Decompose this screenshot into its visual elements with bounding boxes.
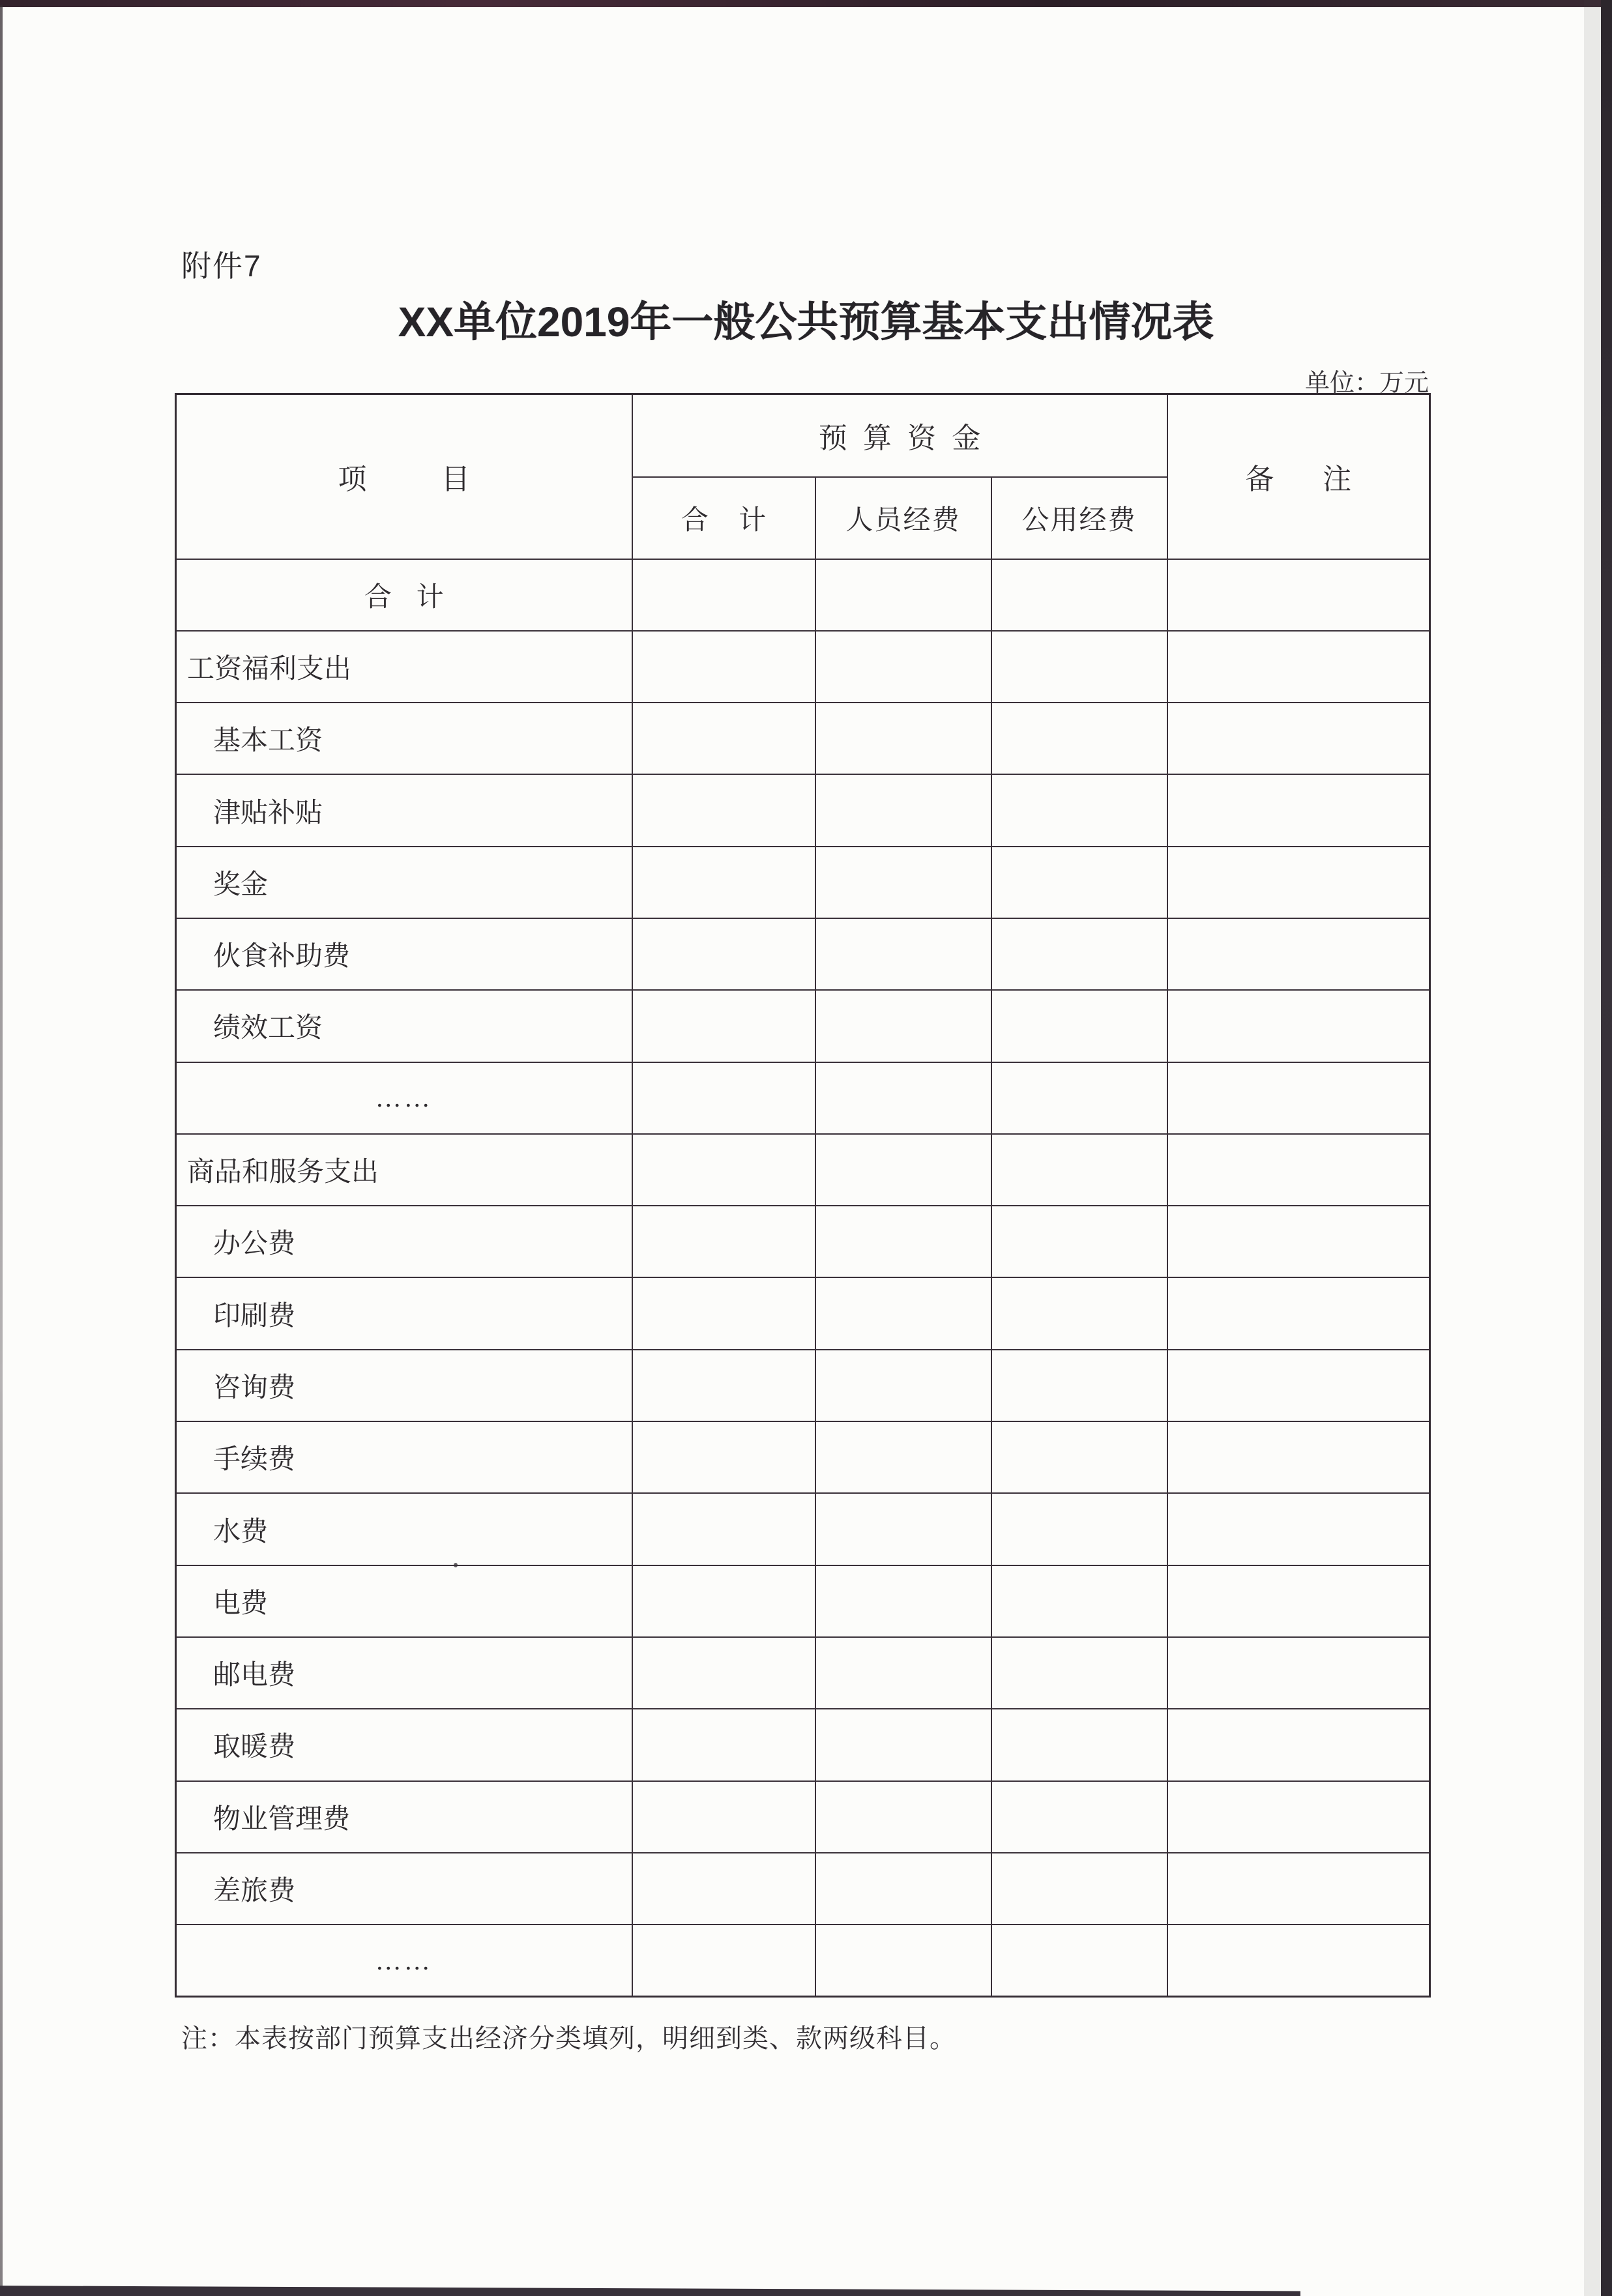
table-row — [176, 1134, 1430, 1206]
row-label-cell: 津贴补贴 — [176, 774, 632, 846]
total-cell — [632, 1637, 815, 1709]
total-cell — [632, 1134, 815, 1206]
public-cell — [991, 1277, 1167, 1349]
table-row — [176, 559, 1430, 631]
remarks-cell — [1167, 990, 1430, 1062]
table-row — [176, 1853, 1430, 1925]
total-cell — [632, 1781, 815, 1853]
public-cell — [991, 1493, 1167, 1565]
total-cell — [632, 1925, 815, 1996]
personnel-cell — [815, 774, 991, 846]
personnel-cell — [815, 1709, 991, 1780]
row-label-cell: 基本工资 — [176, 703, 632, 774]
row-label-cell: 物业管理费 — [176, 1781, 632, 1853]
remarks-cell — [1167, 1277, 1430, 1349]
scan-edge-bottom — [0, 2284, 1300, 2296]
personnel-cell — [815, 990, 991, 1062]
total-cell — [632, 1206, 815, 1277]
table-row — [176, 1781, 1430, 1853]
row-label-cell: 电费 — [176, 1565, 632, 1637]
personnel-cell — [815, 703, 991, 774]
row-label-cell: 商品和服务支出 — [176, 1134, 632, 1206]
table-row — [176, 703, 1430, 774]
remarks-cell — [1167, 1350, 1430, 1421]
row-label-cell: 印刷费 — [176, 1277, 632, 1349]
table-row — [176, 1421, 1430, 1493]
total-cell — [632, 1421, 815, 1493]
public-cell — [991, 703, 1167, 774]
scan-edge-top — [0, 0, 1612, 7]
table-row — [176, 918, 1430, 990]
personnel-cell — [815, 559, 991, 631]
remarks-cell — [1167, 1853, 1430, 1925]
remarks-cell — [1167, 1493, 1430, 1565]
personnel-cell — [815, 1925, 991, 1996]
total-cell — [632, 1853, 815, 1925]
table-row — [176, 1350, 1430, 1421]
remarks-cell — [1167, 1134, 1430, 1206]
table-row — [176, 847, 1430, 918]
public-cell — [991, 1781, 1167, 1853]
header-row-group — [176, 394, 1430, 477]
row-label-cell: …… — [176, 1925, 632, 1996]
row-label-cell: 邮电费 — [176, 1637, 632, 1709]
remarks-column-header: 备注 — [1167, 394, 1430, 559]
item-column-header: 项目 — [176, 394, 632, 559]
personnel-cell — [815, 1565, 991, 1637]
row-label-cell: 奖金 — [176, 847, 632, 918]
public-cell — [991, 1853, 1167, 1925]
personnel-cell — [815, 1062, 991, 1134]
remarks-cell — [1167, 559, 1430, 631]
remarks-cell — [1167, 1565, 1430, 1637]
public-cell — [991, 1565, 1167, 1637]
remarks-cell — [1167, 1206, 1430, 1277]
remarks-cell — [1167, 774, 1430, 846]
total-cell — [632, 559, 815, 631]
public-cell — [991, 1421, 1167, 1493]
total-cell — [632, 1709, 815, 1780]
row-label-cell: 合计 — [176, 559, 632, 631]
unit-label: 单位：万元 — [1304, 370, 1429, 397]
row-label-cell: 取暖费 — [176, 1709, 632, 1780]
table-row — [176, 1493, 1430, 1565]
personnel-cell — [815, 1853, 991, 1925]
table-body — [176, 559, 1430, 1997]
remarks-cell — [1167, 1925, 1430, 1996]
public-cell — [991, 1206, 1167, 1277]
total-cell — [632, 1062, 815, 1134]
remarks-cell — [1167, 703, 1430, 774]
public-cell — [991, 631, 1167, 703]
remarks-cell — [1167, 631, 1430, 703]
personnel-cell — [815, 1277, 991, 1349]
remarks-cell — [1167, 1062, 1430, 1134]
table-row — [176, 1062, 1430, 1134]
personnel-cell — [815, 1350, 991, 1421]
table-row — [176, 774, 1430, 846]
total-cell — [632, 1565, 815, 1637]
row-label-cell: 咨询费 — [176, 1350, 632, 1421]
remarks-cell — [1167, 1637, 1430, 1709]
table-row — [176, 1709, 1430, 1780]
total-cell — [632, 1277, 815, 1349]
personnel-cell — [815, 1493, 991, 1565]
row-label-cell: …… — [176, 1062, 632, 1134]
total-cell — [632, 1493, 815, 1565]
row-label-cell: 办公费 — [176, 1206, 632, 1277]
personnel-cell — [815, 1637, 991, 1709]
personnel-column-header: 人员经费 — [815, 477, 991, 559]
public-cell — [991, 774, 1167, 846]
table-row — [176, 990, 1430, 1062]
public-cell — [991, 847, 1167, 918]
remarks-cell — [1167, 847, 1430, 918]
row-label-cell: 水费 — [176, 1493, 632, 1565]
table-row — [176, 631, 1430, 703]
personnel-cell — [815, 918, 991, 990]
row-label-cell: 伙食补助费 — [176, 918, 632, 990]
public-cell — [991, 559, 1167, 631]
remarks-cell — [1167, 1421, 1430, 1493]
row-label-cell: 工资福利支出 — [176, 631, 632, 703]
document-title: XX单位2019年一般公共预算基本支出情况表 — [398, 298, 1214, 345]
personnel-cell — [815, 1421, 991, 1493]
total-cell — [632, 847, 815, 918]
budget-table — [175, 393, 1431, 1998]
public-cell — [991, 1350, 1167, 1421]
public-cell — [991, 1062, 1167, 1134]
personnel-cell — [815, 631, 991, 703]
total-cell — [632, 1350, 815, 1421]
personnel-cell — [815, 1206, 991, 1277]
table-row — [176, 1565, 1430, 1637]
total-cell — [632, 918, 815, 990]
budget-group-header: 预算资金 — [632, 394, 1167, 477]
remarks-cell — [1167, 1709, 1430, 1780]
public-column-header: 公用经费 — [991, 477, 1167, 559]
public-cell — [991, 990, 1167, 1062]
table-row — [176, 1206, 1430, 1277]
row-label-cell: 手续费 — [176, 1421, 632, 1493]
row-label-cell: 绩效工资 — [176, 990, 632, 1062]
total-cell — [632, 774, 815, 846]
remarks-cell — [1167, 1781, 1430, 1853]
table-row — [176, 1925, 1430, 1996]
total-cell — [632, 990, 815, 1062]
remarks-cell — [1167, 918, 1430, 990]
total-cell — [632, 631, 815, 703]
table-row — [176, 1277, 1430, 1349]
total-cell — [632, 703, 815, 774]
personnel-cell — [815, 1134, 991, 1206]
footnote: 注：本表按部门预算支出经济分类填列，明细到类、款两级科目。 — [181, 2024, 956, 2053]
public-cell — [991, 1925, 1167, 1996]
table-row — [176, 1637, 1430, 1709]
row-label-cell: 差旅费 — [176, 1853, 632, 1925]
total-column-header: 合计 — [632, 477, 815, 559]
public-cell — [991, 1637, 1167, 1709]
public-cell — [991, 1134, 1167, 1206]
public-cell — [991, 918, 1167, 990]
personnel-cell — [815, 847, 991, 918]
personnel-cell — [815, 1781, 991, 1853]
attachment-label: 附件7 — [181, 249, 262, 283]
public-cell — [991, 1709, 1167, 1780]
